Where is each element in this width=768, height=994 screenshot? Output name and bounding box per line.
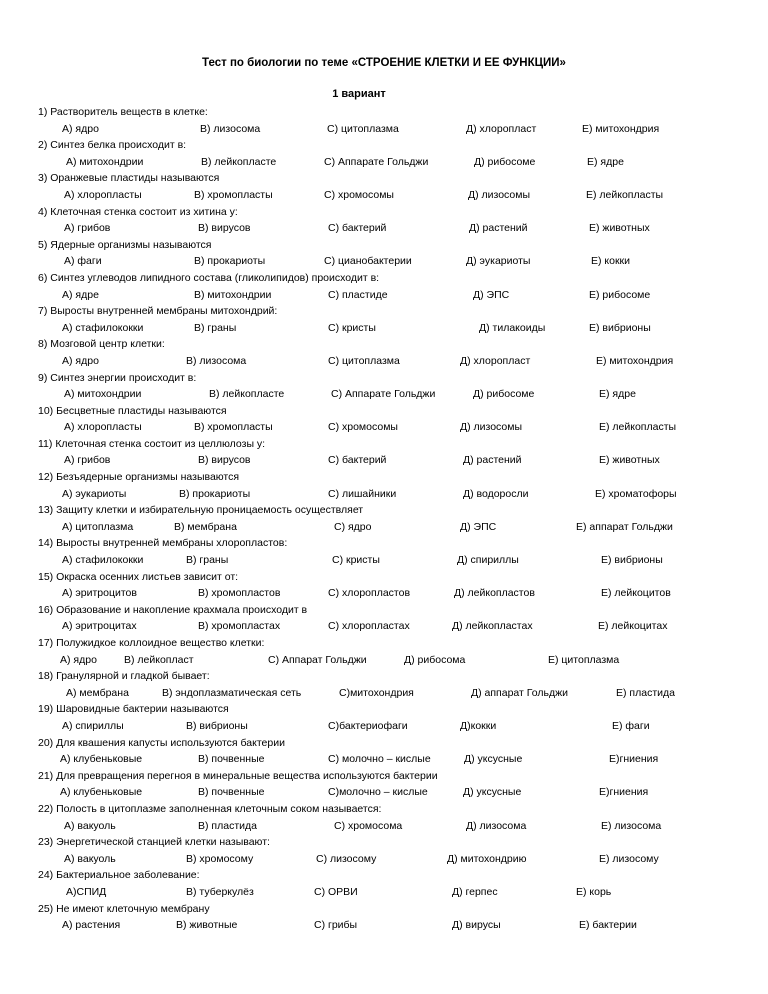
answer-option: В) вирусов <box>198 222 251 235</box>
answer-option: Д) лизосома <box>466 819 527 832</box>
answer-option: А) клубеньковые <box>60 786 143 799</box>
question-text: 6) Синтез углеводов липидного состава (гликолипидов) происходит в: <box>38 271 380 284</box>
questions-list <box>38 104 738 934</box>
question-text: 12) Безъядерные организмы называются <box>38 471 240 484</box>
answer-option: А) митохондрии <box>66 155 144 168</box>
answer-option: А) растения <box>62 919 121 932</box>
question-text: 2) Синтез белка происходит в: <box>38 139 187 152</box>
answer-option: А) хлоропласты <box>64 188 142 201</box>
answer-option: С)бактериофаги <box>328 719 408 732</box>
answer-option: Д) водоросли <box>463 487 529 500</box>
answer-options <box>38 187 738 204</box>
answer-option: Е) лейкоцитов <box>601 587 671 600</box>
answer-option: Е) корь <box>576 885 612 898</box>
answer-option: В) пластида <box>198 819 257 832</box>
question-text: 20) Для квашения капусты используются бактерии <box>38 736 285 749</box>
answer-option: А) ядро <box>60 653 97 666</box>
answer-option: В) хромопласты <box>194 188 273 201</box>
answer-options <box>38 784 738 801</box>
answer-option: Е) хроматофоры <box>595 487 677 500</box>
answer-options <box>38 718 738 735</box>
answer-option: Д) спириллы <box>457 554 519 567</box>
answer-option: С) лишайники <box>328 487 397 500</box>
answer-option: В) хромопластов <box>198 587 281 600</box>
answer-option: Д) эукариоты <box>466 255 531 268</box>
answer-options <box>38 452 738 469</box>
answer-options <box>38 917 738 934</box>
answer-option: В) митохондрии <box>194 288 272 301</box>
answer-options <box>38 320 738 337</box>
answer-option: Д)кокки <box>460 719 497 732</box>
answer-option: А) грибов <box>64 222 111 235</box>
test-title: Тест по биологии по теме «СТРОЕНИЕ КЛЕТКИ И ЕЕ ФУНКЦИИ» <box>202 57 566 69</box>
answer-option: А) хлоропласты <box>64 421 142 434</box>
answer-option: Е) лейкопласты <box>586 188 664 201</box>
answer-option: А) мембрана <box>66 686 129 699</box>
question-text: 15) Окраска осенних листьев зависит от: <box>38 570 239 583</box>
answer-option: А) вакуоль <box>64 819 116 832</box>
question-text: 9) Синтез энергии происходит в: <box>38 371 197 384</box>
question-text: 13) Защиту клетки и избирательную проницаемость осуществляет <box>38 504 364 517</box>
answer-option: Д) ЭПС <box>460 520 497 533</box>
answer-option: С)митохондрия <box>339 686 414 699</box>
answer-option: В) почвенные <box>198 786 265 799</box>
answer-option: С) хлоропластах <box>328 620 410 633</box>
answer-option: Д) уксусные <box>464 753 523 766</box>
answer-options <box>38 585 738 602</box>
answer-option: Е) митохондрия <box>582 122 660 135</box>
answer-option: А) ядре <box>62 288 99 301</box>
question-text: 23) Энергетической станцией клетки называют: <box>38 836 270 849</box>
answer-option: Д) хлоропласт <box>460 354 531 367</box>
question-text: 4) Клеточная стенка состоит из хитина у: <box>38 205 238 218</box>
answer-option: С) Аппарат Гольджи <box>268 653 367 666</box>
question-text: 24) Бактериальное заболевание: <box>38 869 200 882</box>
answer-option: В) эндоплазматическая сеть <box>162 686 302 699</box>
answer-options <box>38 652 738 669</box>
answer-option: Д) лейкопластах <box>452 620 533 633</box>
answer-option: А) митохондрии <box>64 388 142 401</box>
answer-option: Е) рибосоме <box>589 288 651 301</box>
question-text: 7) Выросты внутренней мембраны митохондрий: <box>38 305 278 318</box>
answer-option: Е) ядре <box>587 155 624 168</box>
answer-option: В) лизосома <box>186 354 247 367</box>
answer-option: А) стафилококки <box>62 554 144 567</box>
answer-option: Е) пластида <box>616 686 675 699</box>
question-text: 25) Не имеют клеточную мембрану <box>38 902 210 915</box>
answer-option: С) грибы <box>314 919 358 932</box>
answer-option: С) цитоплазма <box>328 354 400 367</box>
answer-option: А) цитоплазма <box>62 520 134 533</box>
answer-option: С) цианобактерии <box>324 255 412 268</box>
answer-option: С) ядро <box>334 520 372 533</box>
answer-option: А)СПИД <box>66 885 107 898</box>
answer-option: Е) животных <box>589 222 650 235</box>
question-text: 14) Выросты внутренней мембраны хлоропластов: <box>38 537 288 550</box>
answer-option: А) ядро <box>62 122 99 135</box>
answer-option: С) пластиде <box>328 288 388 301</box>
question-text: 16) Образование и накопление крахмала происходит в <box>38 603 308 616</box>
answer-options <box>38 751 738 768</box>
answer-options <box>38 818 738 835</box>
answer-option: В) животные <box>176 919 238 932</box>
answer-option: В) граны <box>186 554 229 567</box>
answer-option: А) вакуоль <box>64 852 116 865</box>
answer-option: Е) лизосома <box>601 819 662 832</box>
answer-option: В) лизосома <box>200 122 261 135</box>
answer-option: Д) герпес <box>452 885 498 898</box>
answer-option: С) хромосомы <box>328 421 398 434</box>
answer-option: Д) тилакоиды <box>479 321 546 334</box>
question-text: 21) Для превращения перегноя в минеральные вещества используются бактерии <box>38 769 438 782</box>
answer-options <box>38 685 738 702</box>
answer-option: Е) аппарат Гольджи <box>576 520 673 533</box>
answer-option: С) бактерий <box>328 222 387 235</box>
answer-option: Д) рибосома <box>404 653 466 666</box>
answer-option: В) лейкопласте <box>201 155 277 168</box>
question-text: 10) Бесцветные пластиды называются <box>38 404 227 417</box>
answer-option: С) кристы <box>328 321 376 334</box>
answer-option: В) прокариоты <box>179 487 251 500</box>
answer-options <box>38 386 738 403</box>
answer-option: Д) митохондрию <box>447 852 527 865</box>
question-text: 3) Оранжевые пластиды называются <box>38 172 220 185</box>
answer-option: С) Аппарате Гольджи <box>331 388 436 401</box>
answer-options <box>38 552 738 569</box>
answer-option: С)молочно – кислые <box>328 786 428 799</box>
answer-option: В) туберкулёз <box>186 885 254 898</box>
answer-option: В) прокариоты <box>194 255 266 268</box>
answer-option: Е) лизосому <box>599 852 659 865</box>
answer-options <box>38 618 738 635</box>
answer-option: Е) лейкопласты <box>599 421 677 434</box>
answer-option: В) хромопласты <box>194 421 273 434</box>
answer-option: А) эукариоты <box>62 487 127 500</box>
question-text: 8) Мозговой центр клетки: <box>38 338 165 351</box>
question-text: 18) Гранулярной и гладкой бывает: <box>38 670 210 683</box>
question-text: 5) Ядерные организмы называются <box>38 238 212 251</box>
answer-option: Д) лейкопластов <box>454 587 535 600</box>
answer-option: В) вибрионы <box>186 719 248 732</box>
answer-option: Д) аппарат Гольджи <box>471 686 568 699</box>
answer-option: Е) лейкоцитах <box>598 620 668 633</box>
answer-options <box>38 519 738 536</box>
answer-option: В) мембрана <box>174 520 237 533</box>
answer-options <box>38 154 738 171</box>
answer-options <box>38 287 738 304</box>
answer-option: Д) рибосоме <box>474 155 536 168</box>
question-text: 17) Полужидкое коллоидное вещество клетки: <box>38 637 265 649</box>
answer-option: С) хромосомы <box>324 188 394 201</box>
answer-option: Е)гниения <box>599 786 649 799</box>
answer-option: Д) вирусы <box>452 919 501 932</box>
answer-option: Д) ЭПС <box>473 288 510 301</box>
answer-option: С) хромосома <box>334 819 403 832</box>
answer-option: Д) хлоропласт <box>466 122 537 135</box>
answer-option: С) хлоропластов <box>328 587 411 600</box>
answer-options <box>38 486 738 503</box>
answer-option: Д) рибосоме <box>473 388 535 401</box>
answer-option: А) эритроцитов <box>62 587 137 600</box>
answer-option: А) ядро <box>62 354 99 367</box>
answer-option: Д) лизосомы <box>468 188 531 201</box>
answer-option: С) кристы <box>332 554 380 567</box>
answer-option: А) эритроцитах <box>62 620 137 633</box>
answer-options <box>38 419 738 436</box>
answer-options <box>38 220 738 237</box>
answer-option: Е) митохондрия <box>596 354 674 367</box>
answer-option: Е) вибрионы <box>601 554 663 567</box>
answer-option: В) вирусов <box>198 454 251 467</box>
answer-option: С) лизосому <box>316 852 377 865</box>
answer-option: В) граны <box>194 321 237 334</box>
answer-option: Е) ядре <box>599 388 636 401</box>
answer-option: Д) растений <box>469 222 528 235</box>
answer-option: В) лейкопласте <box>209 388 285 401</box>
answer-options <box>38 253 738 270</box>
answer-option: В) хромопластах <box>198 620 281 633</box>
answer-option: Д) уксусные <box>463 786 522 799</box>
question-text: 19) Шаровидные бактерии называются <box>38 703 229 716</box>
answer-options <box>38 851 738 868</box>
question-text: 1) Растворитель веществ в клетке: <box>38 106 208 118</box>
variant-label: 1 вариант <box>332 88 386 100</box>
answer-option: А) фаги <box>64 255 102 268</box>
answer-option: А) грибов <box>64 454 111 467</box>
answer-option: Е)гниения <box>609 753 659 766</box>
answer-option: Е) бактерии <box>579 919 637 932</box>
answer-options <box>38 884 738 901</box>
answer-option: Д) растений <box>463 454 522 467</box>
answer-option: В) почвенные <box>198 753 265 766</box>
answer-option: А) стафилококки <box>62 321 144 334</box>
answer-option: Е) вибрионы <box>589 321 651 334</box>
answer-option: С) молочно – кислые <box>328 753 431 766</box>
question-text: 11) Клеточная стенка состоит из целлюлозы у: <box>38 437 266 450</box>
answer-option: В) лейкопласт <box>124 653 194 666</box>
answer-option: Д) лизосомы <box>460 421 523 434</box>
answer-option: А) спириллы <box>62 719 124 732</box>
answer-option: Е) фаги <box>612 719 650 732</box>
question-text: 22) Полость в цитоплазме заполненная клеточным соком называется: <box>38 802 382 815</box>
answer-options <box>38 353 738 370</box>
answer-option: Е) цитоплазма <box>548 653 620 666</box>
answer-option: С) бактерий <box>328 454 387 467</box>
answer-option: Е) животных <box>599 454 660 467</box>
answer-option: А) клубеньковые <box>60 753 143 766</box>
answer-option: В) хромосому <box>186 852 254 865</box>
answer-option: С) Аппарате Гольджи <box>324 155 429 168</box>
answer-option: С) цитоплазма <box>327 122 399 135</box>
answer-option: Е) кокки <box>591 255 631 268</box>
answer-option: С) ОРВИ <box>314 885 358 898</box>
answer-options <box>38 121 738 138</box>
